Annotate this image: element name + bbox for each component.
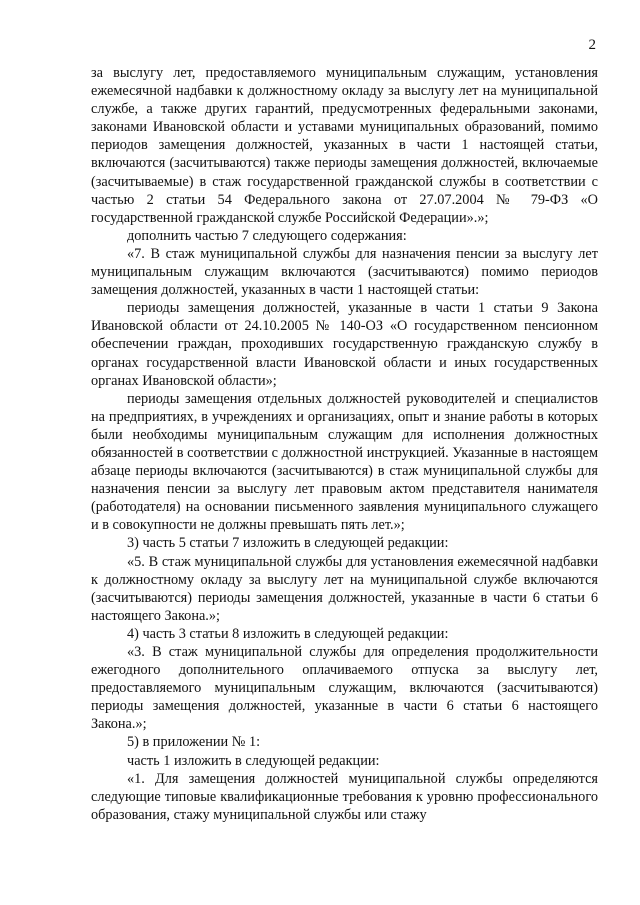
paragraph: «1. Для замещения должностей муниципальной службы определяются следующие типовые квалификационные требования к уровню профессионального образования, стажу муниципальной службы или стажу [91, 770, 598, 823]
paragraph: дополнить частью 7 следующего содержания: [127, 227, 407, 244]
paragraph: периоды замещения отдельных должностей руководителей и специалистов на предприятиях, в учреждениях и организациях, опыт и знание работы в которых были необходимы муниципальным служащим для исполнения должностных обязанностей в соответствии с должностной инструкцией. Указанные в настоящем абзаце периоды включаются (засчитываются) в стаж муниципальной службы для назначения пенсии за выслугу лет правовым актом представителя нанимателя (работодателя) на основании письменного заявления муниципального служащего и в совокупности не должны превышать пять лет.»; [91, 390, 598, 534]
paragraph: «5. В стаж муниципальной службы для установления ежемесячной надбавки к должностному окладу за выслугу лет на муниципальной службе включаются (засчитываются) периоды замещения должностей, указанные в части 6 статьи 6 настоящего Закона.»; [91, 553, 598, 624]
paragraph: «3. В стаж муниципальной службы для определения продолжительности ежегодного дополнительного оплачиваемого отпуска за выслугу лет, предоставляемого муниципальным служащим, включаются (засчитываются) периоды замещения должностей, указанные в части 6 статьи 6 настоящего Закона.»; [91, 644, 598, 733]
paragraph: часть 1 изложить в следующей редакции: [127, 752, 380, 769]
document-body [91, 64, 598, 824]
page-number: 2 [588, 37, 596, 53]
paragraph: периоды замещения должностей, указанные в части 1 статьи 9 Закона Ивановской области от 24.10.2005 № 140-ОЗ «О государственном пенсионном обеспечении граждан, проходивших государственную гражданскую службу в органах государственной власти Ивановской области и иных государственных органах Ивановской области»; [91, 300, 598, 389]
paragraph: 3) часть 5 статьи 7 изложить в следующей редакции: [127, 535, 449, 552]
paragraph: 5) в приложении № 1: [127, 734, 261, 751]
paragraph: за выслугу лет, предоставляемого муниципальным служащим, установления ежемесячной надбавки к должностному окладу за выслугу лет на муниципальной службе, а также других гарантий, предусмотренных федеральными законами, законами Ивановской области и уставами муниципальных образований, помимо периодов замещения должностей, указанных в части 1 настоящей статьи, включаются (засчитываются) также периоды замещения должностей, включаемые (засчитываемые) в стаж государственной гражданской службы в соответствии с частью 2 статьи 54 Федерального закона от 27.07.2004 № 79-ФЗ «О государственной гражданской службе Российской Федерации».»; [91, 65, 598, 226]
paragraph: 4) часть 3 статьи 8 изложить в следующей редакции: [127, 625, 449, 642]
paragraph: «7. В стаж муниципальной службы для назначения пенсии за выслугу лет муниципальным служащим включаются (засчитываются) помимо периодов замещения должностей, указанных в части 1 настоящей статьи: [91, 245, 598, 299]
